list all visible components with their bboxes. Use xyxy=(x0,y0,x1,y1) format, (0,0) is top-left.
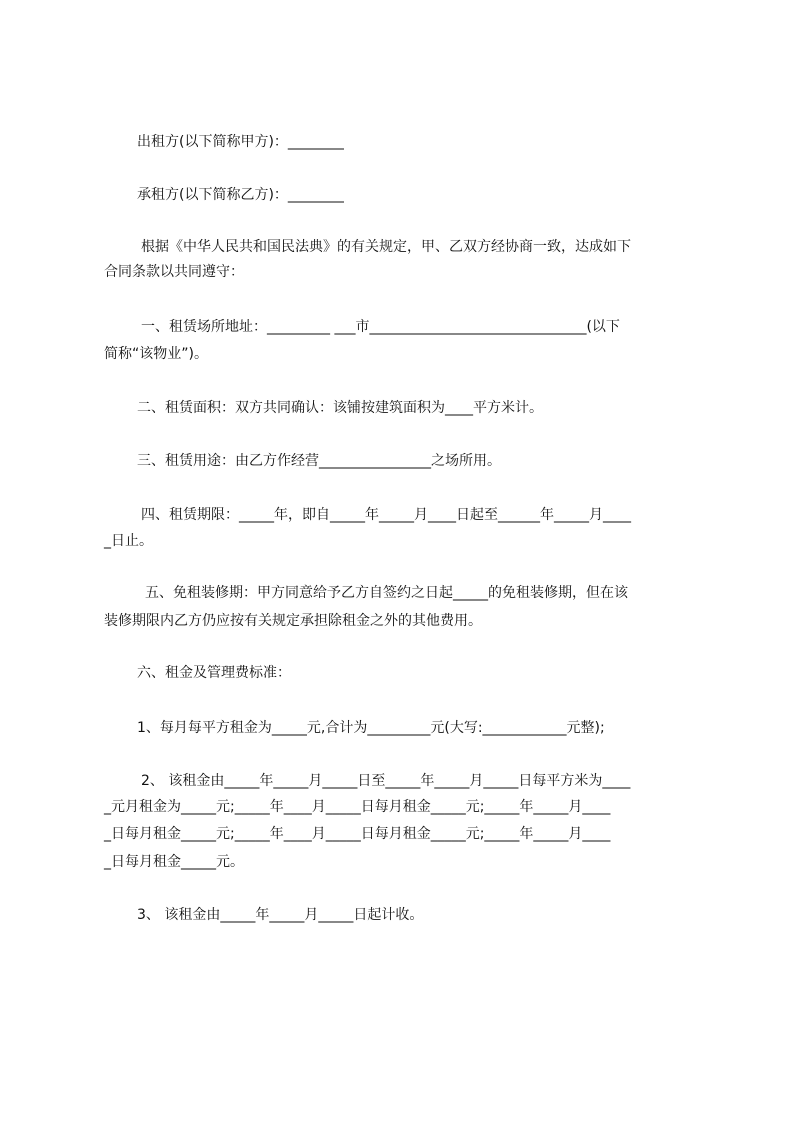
intro-line-1: 根据《中华人民共和国民法典》的有关规定，甲、乙双方经协商一致，达成如下 xyxy=(141,239,631,255)
clause-6-title: 六、租金及管理费标准： xyxy=(137,665,291,681)
clause-3: 三、租赁用途：由乙方作经营________________之场所用。 xyxy=(137,453,501,469)
intro-line-2: 合同条款以共同遵守： xyxy=(104,264,244,280)
clause-6-item-2-line-4: _日每月租金_____元。 xyxy=(104,854,244,870)
clause-6-item-2-line-3: _日每月租金_____元;_____年____月_____日每月租金_____元;_____年_____月____ xyxy=(104,826,611,842)
clause-6-item-2-line-1: 2、 该租金由_____年_____月_____日至_____年_____月_____日每平方米为____ xyxy=(141,773,631,789)
clause-1-line-2: 简称“该物业”)。 xyxy=(104,346,208,362)
clause-6-item-1: 1、每月每平方租金为_____元,合计为_________元(大写:____________元整); xyxy=(137,720,605,736)
clause-4-line-1: 四、租赁期限：_____年，即自_____年_____月____日起至______年_____月____ xyxy=(141,507,631,523)
clause-5-line-2: 装修期限内乙方仍应按有关规定承担除租金之外的其他费用。 xyxy=(104,613,482,629)
clause-6-item-3: 3、 该租金由_____年_____月_____日起计收。 xyxy=(137,907,424,923)
clause-5-line-1: 五、免租装修期：甲方同意给予乙方自签约之日起_____的免租装修期，但在该 xyxy=(145,585,628,601)
clause-4-line-2: _日止。 xyxy=(104,533,153,549)
clause-1-line-1: 一、租赁场所地址：_________ ___市_______________________________(以下 xyxy=(141,319,620,335)
clause-6-item-2-line-2: _元月租金为_____元;_____年____月_____日每月租金_____元;_____年_____月____ xyxy=(104,799,611,815)
lessor-line: 出租方(以下简称甲方)：________ xyxy=(137,134,344,150)
clause-2: 二、租赁面积：双方共同确认：该铺按建筑面积为____平方米计。 xyxy=(137,400,543,416)
lessee-line: 承租方(以下简称乙方)：________ xyxy=(137,187,344,203)
